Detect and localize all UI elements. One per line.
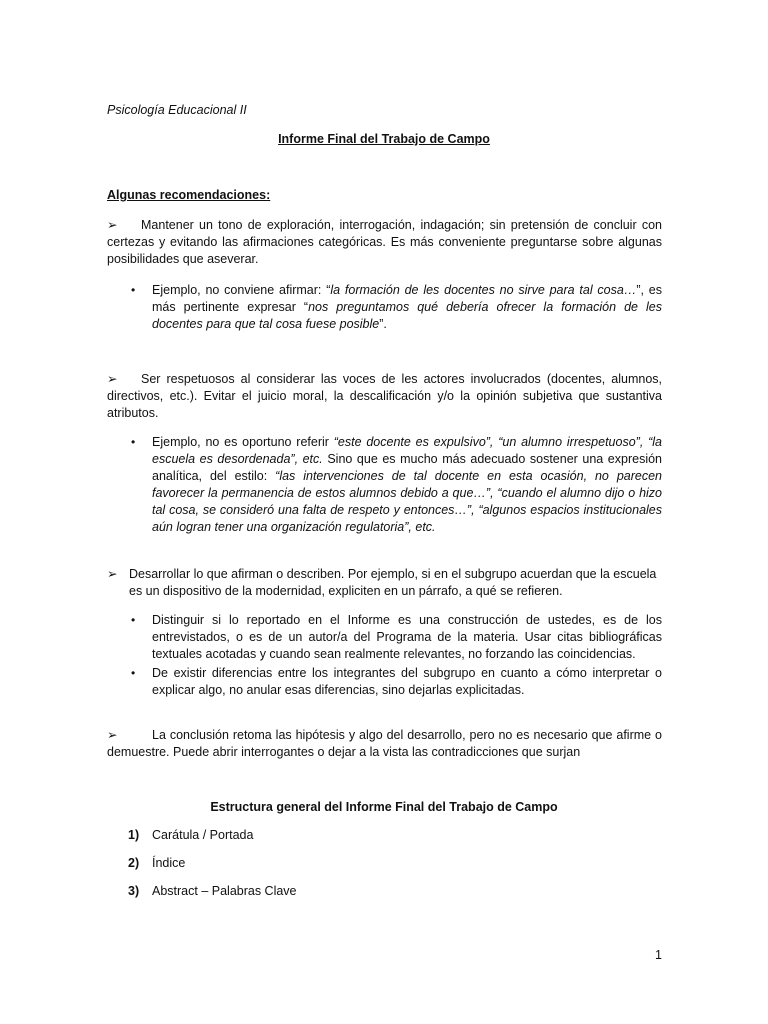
toc-number: 3) bbox=[128, 884, 140, 898]
toc-number: 1) bbox=[128, 828, 140, 842]
course-name: Psicología Educacional II bbox=[107, 103, 247, 117]
arrow-bullet-icon: ➢ bbox=[107, 372, 118, 386]
bullet-dot-icon: • bbox=[131, 435, 136, 449]
arrow-bullet-icon: ➢ bbox=[107, 218, 118, 232]
structure-title: Estructura general del Informe Final del Trabajo de Campo bbox=[210, 800, 558, 814]
recommendation-3: Desarrollar lo que afirman o describen. Por ejemplo, si en el subgrupo acuerdan que la escuela es un dispositivo de la modernidad, expliciten en un párrafo, a qué se refieren. bbox=[129, 567, 657, 598]
arrow-bullet-icon: ➢ bbox=[107, 728, 118, 742]
recommendation-1-example: Ejemplo, no conviene afirmar: “la formación de les docentes no sirve para tal cosa…”, es más pertinente expresar “nos preguntamos qué debería ofrecer la formación de les docentes para que tal cosa fuese posible”. bbox=[152, 283, 662, 331]
recommendation-3-sub-2: De existir diferencias entre los integrantes del subgrupo en cuanto a cómo interpretar o explicar algo, no anular esas diferencias, sino dejarlas explicitadas. bbox=[152, 666, 662, 697]
page-number: 1 bbox=[655, 948, 662, 962]
recommendation-4 bbox=[107, 727, 662, 761]
recommendation-2-text: Ser respetuosos al considerar las voces de les actores involucrados (docentes, alumnos, directivos, etc.). Evitar el juicio moral, la descalificación y/o la opinión subjetiva que sustantiva atributos. bbox=[107, 372, 662, 420]
recommendation-3-sub-1: Distinguir si lo reportado en el Informe es una construcción de ustedes, es de los entrevistados, o es de un autor/a del Programa de la materia. Usar citas bibliográficas textuales acotadas y cuando sean realmente relevantes, no forzando las coincidencias. bbox=[152, 613, 662, 661]
recommendations-heading: Algunas recomendaciones: bbox=[107, 188, 271, 202]
bullet-dot-icon: • bbox=[131, 283, 136, 297]
document-title: Informe Final del Trabajo de Campo bbox=[278, 132, 490, 146]
recommendation-4-text: La conclusión retoma las hipótesis y algo del desarrollo, pero no es necesario que afirme o demuestre. Puede abrir interrogantes o dejar a la vista las contradicciones que surjan bbox=[107, 728, 662, 759]
recommendation-1 bbox=[107, 217, 662, 268]
toc-item: Abstract – Palabras Clave bbox=[152, 884, 297, 898]
toc-number: 2) bbox=[128, 856, 140, 870]
recommendation-2 bbox=[107, 371, 662, 422]
recommendation-1-text: Mantener un tono de exploración, interrogación, indagación; sin pretensión de concluir con certezas y evitando las afirmaciones categóricas. Es más conveniente preguntarse sobre algunas posibilidades que aseverar. bbox=[107, 218, 662, 266]
bullet-dot-icon: • bbox=[131, 666, 136, 680]
recommendation-2-example: Ejemplo, no es oportuno referir “este docente es expulsivo”, “un alumno irrespetuoso”, “la escuela es desordenada”, etc. Sino que es mucho más adecuado sostener una expresión analítica, del estilo: “las intervenciones de tal docente en esta ocasión, no parecen favorecer la permanencia de estos alumnos debido a que…”, “cuando el alumno dijo o hizo tal cosa, se consideró una falta de respeto y entonces…”, “algunos espacios institucionales aún logran tener una organización regulatoria”, etc. bbox=[152, 435, 662, 534]
bullet-dot-icon: • bbox=[131, 613, 136, 627]
toc-item: Carátula / Portada bbox=[152, 828, 254, 842]
arrow-bullet-icon: ➢ bbox=[107, 567, 118, 581]
toc-item: Índice bbox=[152, 856, 186, 870]
